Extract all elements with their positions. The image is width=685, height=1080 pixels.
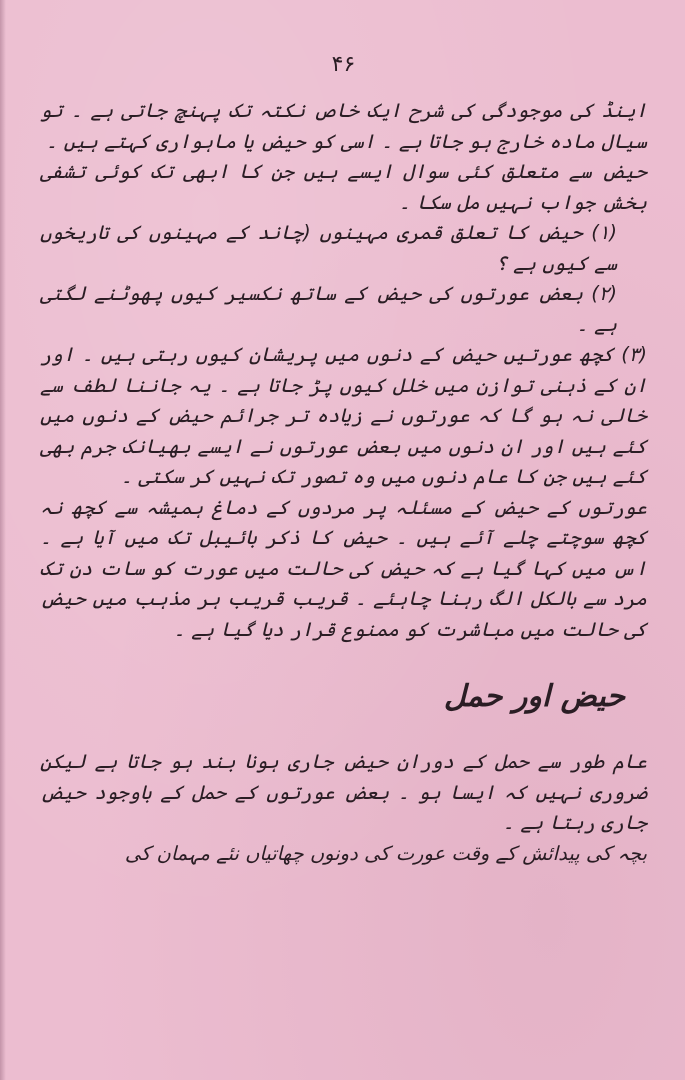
paragraph: عورتوں کے حیض کے مسئلہ پر مردوں کے دماغ ہمیشہ سے کچھ نہ کچھ سوچتے چلے آئے ہیں ۔ حیض کا ذکر بائیبل تک میں آیا ہے ۔ اس میں کہا گیا ہے کہ حیض کی حالت میں عورت کو سات دن تک مرد سے بالکل الگ رہنا چاہئے ۔ قریب قریب ہر مذہب میں حیض کی حالت میں مباشرت کو ممنوع قرار دیا گیا ہے ۔ [40, 495, 647, 641]
paragraph: حیض سے متعلق کئی سوال ایسے ہیں جن کا ابھی تک کوئی تشفی بخش جواب نہیں مل سکا ۔ [40, 160, 647, 214]
paragraph: (۳) کچھ عورتیں حیض کے دنوں میں پریشان کیوں رہتی ہیں ۔ اور ان کے ذہنی توازن میں خلل کیوں پڑ جاتا ہے ۔ یہ جاننا لطف سے خالی نہ ہو گا کہ عورتوں نے زیادہ تر جرائم حیض کے دنوں میں کئے ہیں اور ان دنوں میں بعض عورتوں نے ایسے بھیانک جرم بھی کئے ہیں جن کا عام دنوں میں وہ تصور تک نہیں کر سکتی ۔ [40, 343, 647, 488]
body-text-section-1 [40, 96, 647, 645]
body-text-section-2 [40, 747, 647, 869]
paragraph: بچہ کی پیدائش کے وقت عورت کی دونوں چھاتیاں نئے مہمان کی [124, 841, 647, 865]
list-item: (۲) بعض عورتوں کی حیض کے ساتھ نکسیر کیوں پھوٹنے لگتی ہے ۔ [40, 282, 617, 336]
paragraph: اینڈ کی موجودگی کی شرح ایک خاص نکتہ تک پہنچ جاتی ہے ۔ تو سیال مادہ خارج ہو جاتا ہے ۔ اسی کو حیض یا ماہواری کہتے ہیں ۔ [40, 99, 647, 153]
list-item: (۱) حیض کا تعلق قمری مہینوں (چاند کے مہینوں کی تاریخوں سے کیوں ہے ؟ [40, 221, 617, 275]
paragraph: عام طور سے حمل کے دوران حیض جاری ہونا بند ہو جاتا ہے لیکن ضروری نہیں کہ ایسا ہو ۔ بعض عورتوں کے حمل کے باوجود حیض جاری رہتا ہے ۔ [40, 750, 647, 834]
section-heading: حیض اور حمل [443, 679, 625, 714]
page-edge-shadow [0, 0, 6, 1080]
page-number: ۴۶ [331, 52, 356, 77]
